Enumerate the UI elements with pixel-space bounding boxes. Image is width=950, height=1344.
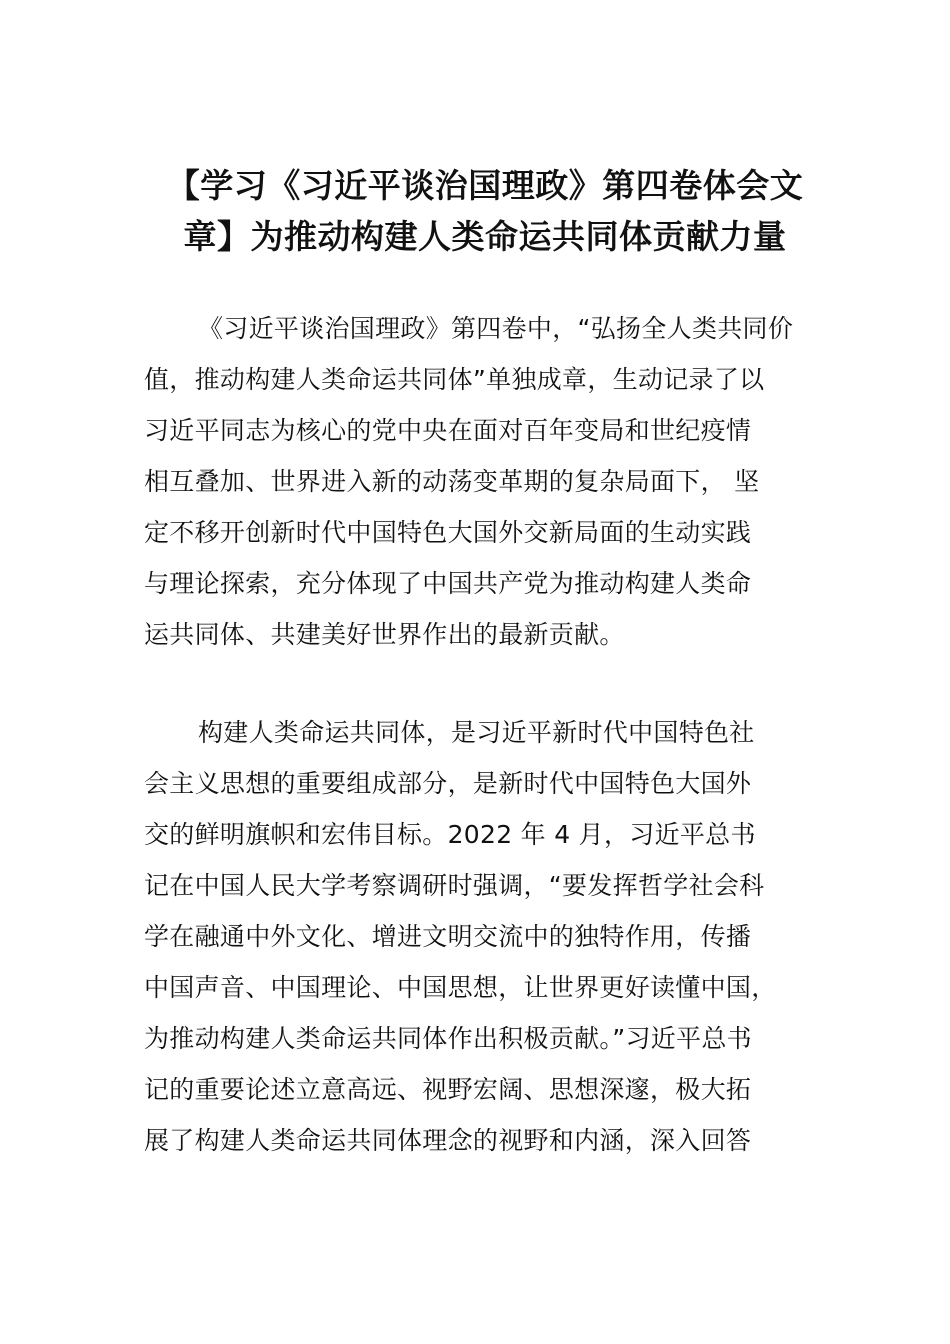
paragraph-line: 值，推动构建人类命运共同体”单独成章，生动记录了以 (144, 365, 765, 394)
paragraph-line: 为推动构建人类命运共同体作出积极贡献。”习近平总书 (144, 1024, 752, 1053)
paragraph-line: 记的重要论述立意高远、视野宏阔、思想深邃，极大拓 (144, 1075, 752, 1104)
body-paragraph (144, 303, 834, 660)
article-title (140, 160, 830, 262)
paragraph-line: 习近平同志为核心的党中央在面对百年变局和世纪疫情 (144, 416, 752, 445)
paragraph-line: 运共同体、共建美好世界作出的最新贡献。 (144, 620, 625, 649)
paragraph-line: 记在中国人民大学考察调研时强调，“要发挥哲学社会科 (144, 871, 765, 900)
paragraph-line: 中国声音、中国理论、中国思想，让世界更好读懂中国， (144, 973, 777, 1002)
title-line: 【学习《习近平谈治国理政》第四卷体会文 (166, 166, 804, 205)
paragraph-line: 相互叠加、世界进入新的动荡变革期的复杂局面下， 坚 (144, 467, 760, 496)
paragraph-line: 定不移开创新时代中国特色大国外交新局面的生动实践 (144, 518, 752, 547)
paragraph-line: 学在融通中外文化、增进文明交流中的独特作用，传播 (144, 922, 752, 951)
paragraph-line: 展了构建人类命运共同体理念的视野和内涵，深入回答 (144, 1126, 752, 1155)
paragraph-line: 会主义思想的重要组成部分，是新时代中国特色大国外 (144, 769, 752, 798)
paragraph-line: 与理论探索，充分体现了中国共产党为推动构建人类命 (144, 569, 752, 598)
title-line: 章】为推动构建人类命运共同体贡献力量 (183, 217, 787, 256)
paragraph-line: 交的鲜明旗帜和宏伟目标。2022 年 4 月，习近平总书 (144, 820, 756, 849)
paragraph-line: 《习近平谈治国理政》第四卷中，“弘扬全人类共同价 (198, 314, 794, 343)
paragraph-line: 构建人类命运共同体，是习近平新时代中国特色社 (198, 718, 755, 747)
body-paragraph (144, 707, 834, 1166)
